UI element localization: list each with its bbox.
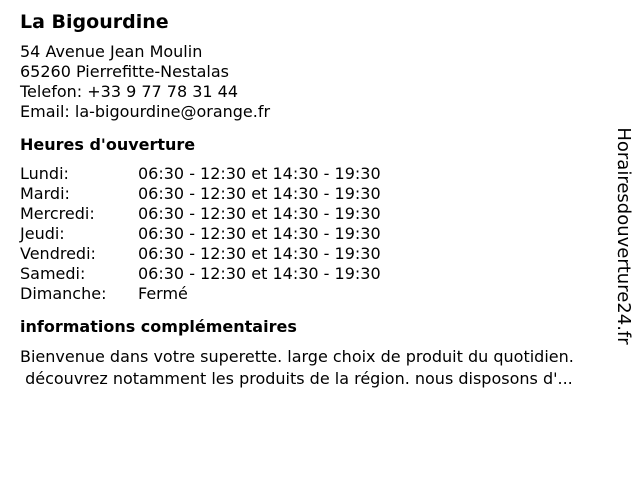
hours-table [20,164,620,304]
info-heading: informations complémentaires [20,317,297,336]
contact-block [20,42,620,122]
hours-value: 06:30 - 12:30 et 14:30 - 19:30 [138,244,381,263]
hours-row-sunday [20,284,620,304]
hours-row-monday [20,164,620,184]
business-name: La Bigourdine [20,11,169,33]
description-line-1: Bienvenue dans votre superette. large choix de produit du quotidien. [20,347,574,366]
hours-row-tuesday [20,184,620,204]
day-label: Lundi: [20,164,69,183]
description [20,346,620,390]
email-address: Email: la-bigourdine@orange.fr [20,102,271,121]
description-line-2: découvrez notamment les produits de la région. nous disposons d'... [20,369,573,388]
day-label: Samedi: [20,264,86,283]
hours-value: 06:30 - 12:30 et 14:30 - 19:30 [138,264,381,283]
day-label: Jeudi: [20,224,65,243]
hours-value: 06:30 - 12:30 et 14:30 - 19:30 [138,184,381,203]
hours-row-thursday [20,224,620,244]
hours-value: 06:30 - 12:30 et 14:30 - 19:30 [138,224,381,243]
hours-row-saturday [20,264,620,284]
street-address: 54 Avenue Jean Moulin [20,42,203,61]
hours-row-wednesday [20,204,620,224]
watermark-text: Horairesdouverture24.fr [613,127,634,345]
hours-value: 06:30 - 12:30 et 14:30 - 19:30 [138,204,381,223]
day-label: Mardi: [20,184,70,203]
day-label: Mercredi: [20,204,95,223]
day-label: Vendredi: [20,244,96,263]
business-card [20,10,620,390]
phone-number: Telefon: +33 9 77 78 31 44 [20,82,239,101]
hours-value: 06:30 - 12:30 et 14:30 - 19:30 [138,164,381,183]
day-label: Dimanche: [20,284,107,303]
hours-heading: Heures d'ouverture [20,135,196,154]
city-address: 65260 Pierrefitte-Nestalas [20,62,229,81]
hours-value: Fermé [138,284,188,303]
hours-row-friday [20,244,620,264]
